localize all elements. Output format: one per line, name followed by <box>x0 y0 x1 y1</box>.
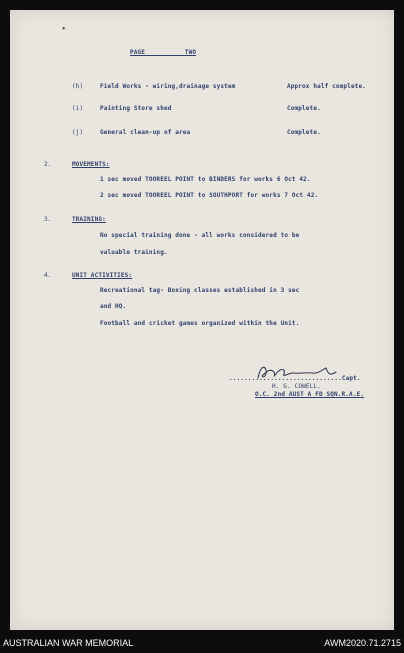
training-line-2: valuable training. <box>100 249 168 256</box>
page-title: PAGE TWO <box>130 49 197 56</box>
section-2-number: 2. <box>44 161 52 168</box>
signature-line: ..............................Capt. <box>229 375 361 382</box>
item-i-status: Complete. <box>287 105 321 112</box>
footer-institution: AUSTRALIAN WAR MEMORIAL <box>3 638 134 648</box>
item-h-text: Field Works - wiring,drainage system <box>100 83 236 90</box>
movements-line-1: 1 sec moved TOOREEL POINT to BINDERS for works 6 Oct 42. <box>100 176 311 183</box>
signature-name: H. G. COWELL. <box>272 383 321 390</box>
section-3-number: 3. <box>44 216 52 223</box>
item-h-letter: (h) <box>72 83 84 90</box>
signature-unit: O.C. 2nd AUST A FD SQN.R.A.E. <box>255 391 365 398</box>
section-4-number: 4. <box>44 272 52 279</box>
item-i-text: Painting Store shed <box>100 105 172 112</box>
section-2-heading: MOVEMENTS: <box>72 161 110 168</box>
training-line-1: No special training done - all works considered to be <box>100 232 300 239</box>
item-i-letter: (i) <box>72 105 84 112</box>
ink-mark: ▸ <box>62 24 67 32</box>
movements-line-2: 2 sec moved TOOREEL POINT to SOUTHPORT for works 7 Oct 42. <box>100 192 319 199</box>
activities-line-2: and HQ. <box>100 303 127 310</box>
item-j-letter: (j) <box>72 129 84 136</box>
item-j-status: Complete. <box>287 129 321 136</box>
section-3-heading: TRAINING: <box>72 216 106 223</box>
item-h-status: Approx half complete. <box>287 83 367 90</box>
activities-line-1: Recreational tag- Boxing classes established in 3 sec <box>100 287 300 294</box>
activities-line-3: Football and cricket games organized within the Unit. <box>100 320 300 327</box>
item-j-text: General clean-up of area <box>100 129 191 136</box>
section-4-heading: UNIT ACTIVITIES: <box>72 272 133 279</box>
footer-accession-number: AWM2020.71.2715 <box>324 638 401 648</box>
